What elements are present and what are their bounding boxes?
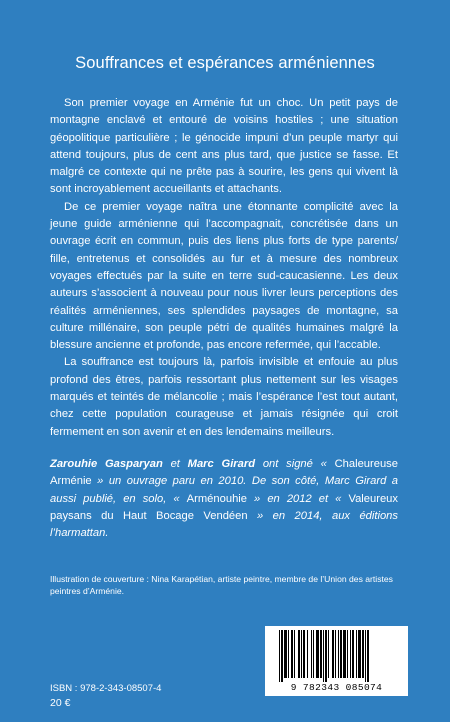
barcode-bar: [316, 630, 319, 678]
barcode-bar: [298, 630, 300, 678]
barcode-bar: [311, 630, 312, 678]
barcode-bar: [325, 630, 327, 682]
barcode-bar: [307, 630, 308, 678]
barcode-bars: [265, 626, 408, 682]
book-title-ref: Chaleureuse Arménie: [50, 458, 399, 488]
barcode-bar: [362, 630, 364, 678]
note-text: a aussi publié, en solo, «: [50, 475, 398, 505]
cover-illustration-credit: Illustration de couverture : Nina Karapétian, artiste peintre, membre de l’Union des artistes peintres d’Arménie.: [50, 574, 393, 596]
barcode-bar: [347, 630, 348, 678]
book-title-ref: Valeureux paysans du Haut Bocage Vendéen: [50, 492, 398, 522]
barcode-bar: [320, 630, 322, 678]
blurb: [50, 95, 398, 441]
barcode-bar: [340, 630, 342, 678]
isbn-barcode: [265, 626, 408, 696]
barcode-bar: [281, 630, 283, 682]
barcode-bar: [313, 630, 314, 678]
barcode-digits: 9 782343 085074: [290, 682, 383, 693]
book-title: Souffrances et espérances arméniennes: [75, 54, 375, 72]
barcode-bar: [288, 630, 289, 678]
barcode-bar: [335, 630, 336, 678]
barcode-bar: [279, 630, 280, 682]
blurb-paragraph: La souffrance est toujours là, parfois invisible et enfouie au plus profond des êtres, parfois ressortant plus nettement sur les visages marqués et teintés de mélancolie ; mais l’espérance l’est tout autant, chez cette population courageuse et jamais résignée qui croit fermement en son avenir et en des lendemains meilleurs.: [50, 356, 398, 438]
barcode-bar: [332, 630, 334, 678]
barcode-bar: [303, 630, 305, 678]
barcode-bar: [338, 630, 339, 678]
blurb-paragraph: Son premier voyage en Arménie fut un choc. Un petit pays de montagne enclavé et entouré de voisins hostiles ; une situation géopolitique particulière ; le génocide impuni d’un peuple martyr qui attend toujours, plus de cent ans plus tard, que justice se fasse. Et malgré ce contexte qui ne prête pas à sourire, les gens qui vivent là sont incroyablement accueillants et attachants.: [50, 97, 398, 196]
note-text: ont signé «: [255, 458, 335, 470]
blurb-paragraph: De ce premier voyage naîtra une étonnante complicité avec la jeune guide arménienne qui l’accompagnait, concrétisée dans un ouvrage écrit en commun, puis des liens plus forts de type parents/ fille, entretenus et consolidés au fur et à mesure des nombreux voyages effectués par la suite en terre sud-caucasienne. Les deux auteurs s’associent à nouveau pour nous livrer leurs perceptions des réalités arméniennes, ses splendides paysages de montagne, sa culture millénaire, son peuple pétri de qualités humaines malgré la blessure ancienne et profonde, pas encore refermée, qui l’accable.: [50, 200, 398, 352]
barcode-bar: [367, 630, 369, 682]
barcode-bar: [358, 630, 361, 678]
note-text: » un ouvrage paru en 2010. De son côté,: [91, 475, 325, 488]
barcode-bar: [350, 630, 351, 678]
note-text: » en 2012 et «: [247, 492, 349, 505]
author-name: Marc Girard: [187, 458, 256, 470]
author-name: Marc Girard: [324, 475, 387, 488]
barcode-bar: [356, 630, 357, 678]
barcode-bar: [301, 630, 302, 678]
authors-note: [50, 456, 398, 542]
book-title-ref: Arménouhie: [186, 492, 247, 505]
barcode-bar: [291, 630, 293, 678]
barcode-bar: [343, 630, 346, 678]
barcode-bar: [284, 630, 287, 678]
barcode-bar: [352, 630, 354, 678]
isbn-number: ISBN : 978-2-343-08507-4: [50, 683, 162, 694]
price: 20 €: [50, 697, 71, 709]
barcode-bar: [365, 630, 366, 682]
barcode-bar: [323, 630, 324, 682]
author-name: Zarouhie Gasparyan: [50, 458, 163, 470]
barcode-bar: [328, 630, 329, 678]
connector-text: et: [162, 458, 188, 470]
note-text: » en 2014, aux éditions l’harmattan.: [50, 509, 399, 540]
barcode-bar: [294, 630, 295, 678]
